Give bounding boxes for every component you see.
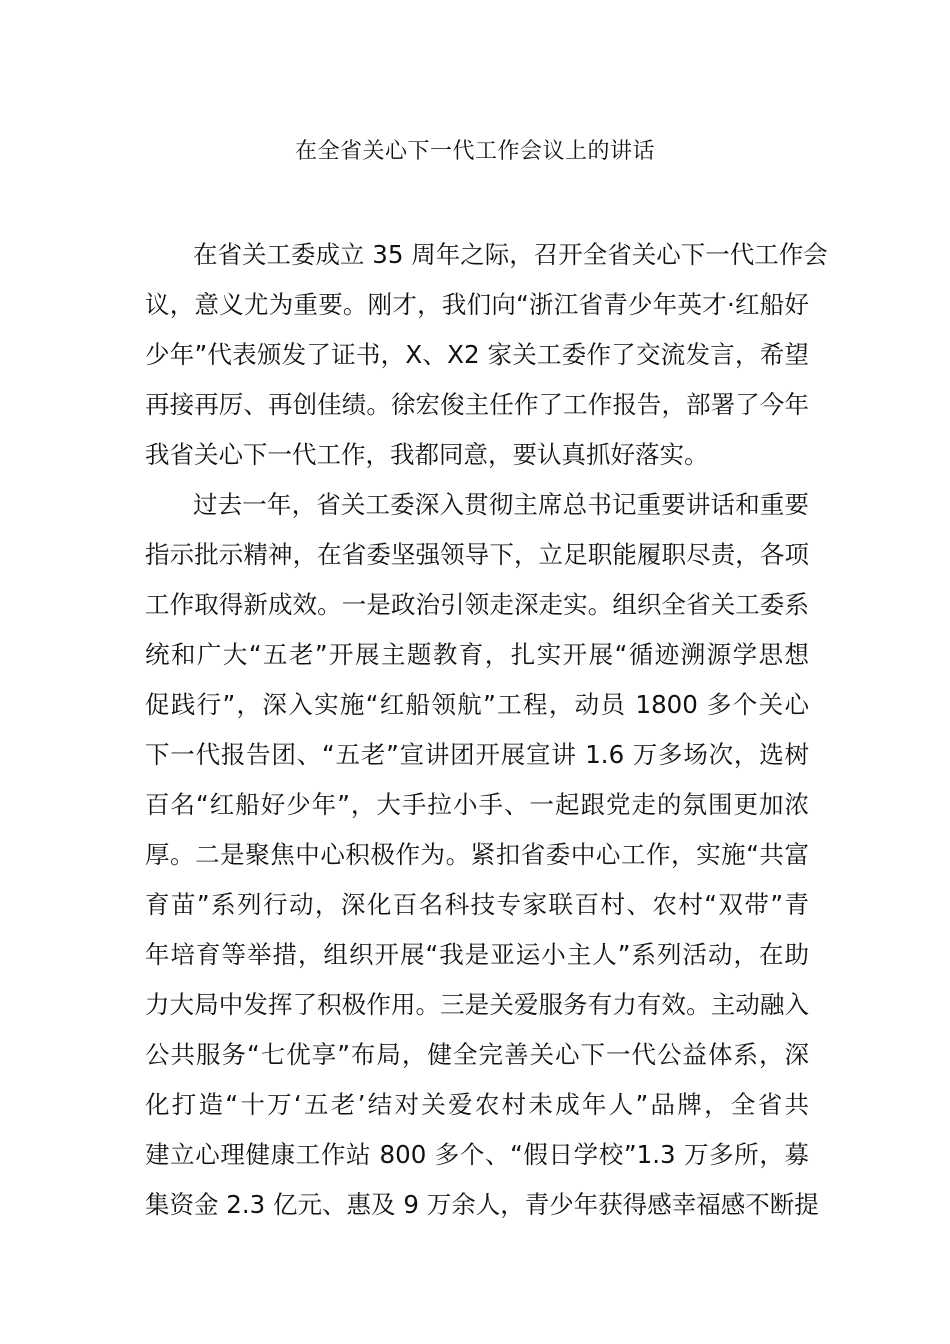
paragraph-2-line-15: 集资金 2.3 亿元、惠及 9 万余人，青少年获得感幸福感不断提 (145, 1190, 819, 1219)
paragraph-1-line-3: 少年”代表颁发了证书，X、X2 家关工委作了交流发言，希望 (145, 340, 809, 369)
paragraph-2-line-5: 促践行”，深入实施“红船领航”工程，动员 1800 多个关心 (145, 690, 809, 719)
paragraph-2-line-1: 过去一年，省关工委深入贯彻主席总书记重要讲话和重要 (193, 490, 809, 519)
paragraph-1-line-2: 议，意义尤为重要。刚才，我们向“浙江省青少年英才·红船好 (145, 290, 809, 319)
paragraph-2-line-4: 统和广大“五老”开展主题教育，扎实开展“循迹溯源学思想 (145, 640, 809, 669)
paragraph-1-line-5: 我省关心下一代工作，我都同意，要认真抓好落实。 (145, 440, 709, 469)
paragraph-2-line-7: 百名“红船好少年”，大手拉小手、一起跟党走的氛围更加浓 (145, 790, 809, 819)
paragraph-2-line-12: 公共服务“七优享”布局，健全完善关心下一代公益体系，深 (145, 1040, 809, 1069)
paragraph-1-line-4: 再接再厉、再创佳绩。徐宏俊主任作了工作报告，部署了今年 (145, 390, 809, 419)
document-title: 在全省关心下一代工作会议上的讲话 (294, 139, 655, 164)
paragraph-2-line-13: 化打造“十万‘五老’结对关爱农村未成年人”品牌，全省共 (145, 1090, 809, 1119)
paragraph-2-line-6: 下一代报告团、“五老”宣讲团开展宣讲 1.6 万多场次，选树 (145, 740, 809, 769)
paragraph-2-line-11: 力大局中发挥了积极作用。三是关爱服务有力有效。主动融入 (145, 990, 809, 1019)
paragraph-2-line-14: 建立心理健康工作站 800 多个、“假日学校”1.3 万多所，募 (145, 1140, 809, 1169)
paragraph-2-line-10: 年培育等举措，组织开展“我是亚运小主人”系列活动，在助 (145, 940, 809, 969)
paragraph-2-line-9: 育苗”系列行动，深化百名科技专家联百村、农村“双带”青 (145, 890, 809, 919)
paragraph-2-line-8: 厚。二是聚焦中心积极作为。紧扣省委中心工作，实施“共富 (145, 840, 809, 869)
document-body (145, 230, 828, 1230)
paragraph-2-line-2: 指示批示精神，在省委坚强领导下，立足职能履职尽责，各项 (145, 540, 809, 569)
paragraph-2-line-3: 工作取得新成效。一是政治引领走深走实。组织全省关工委系 (145, 590, 809, 619)
paragraph-1-line-1: 在省关工委成立 35 周年之际，召开全省关心下一代工作会 (193, 240, 828, 269)
